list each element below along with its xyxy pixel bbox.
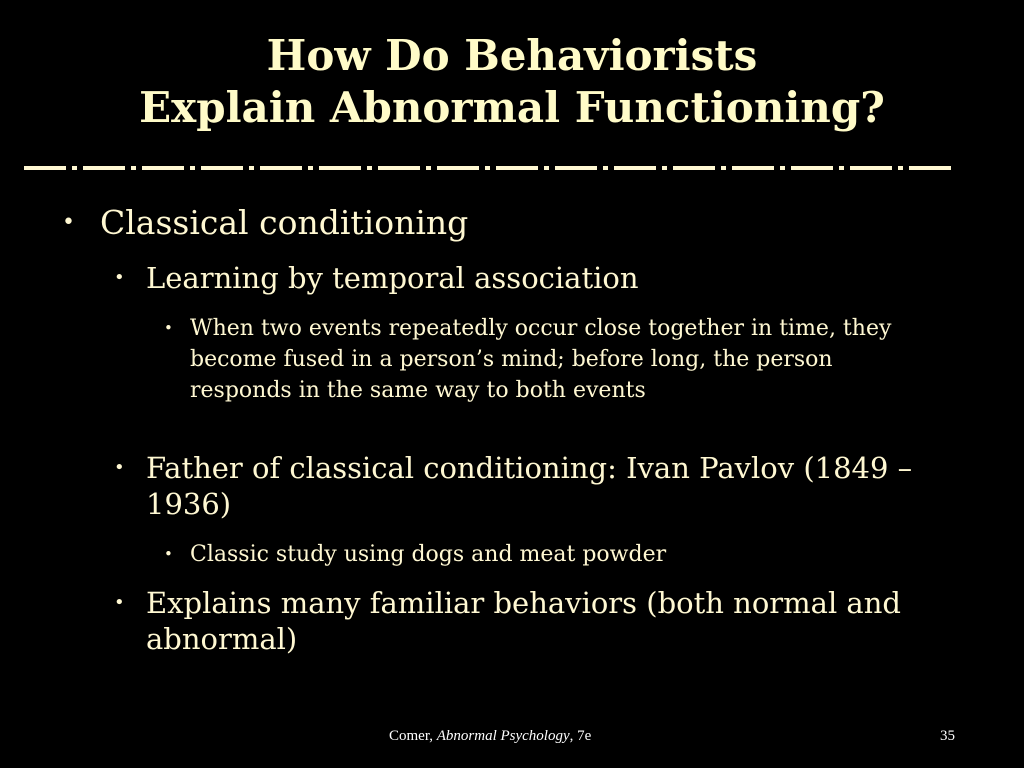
divider-dash	[83, 166, 125, 170]
divider-dash	[142, 166, 184, 170]
divider-dot	[72, 166, 77, 170]
footer-author: Comer,	[389, 728, 437, 744]
divider-dot	[190, 166, 195, 170]
bullet-text: Explains many familiar behaviors (both normal and abnormal)	[146, 586, 901, 656]
divider-dot	[662, 166, 667, 170]
bullet-level2-pavlov	[114, 450, 926, 522]
divider-dash	[437, 166, 479, 170]
divider-dot	[426, 166, 431, 170]
divider-dash	[732, 166, 774, 170]
bullet-dot: •	[164, 545, 173, 563]
divider-dash	[319, 166, 361, 170]
divider-dash	[614, 166, 656, 170]
divider-dot	[898, 166, 903, 170]
divider-dot	[367, 166, 372, 170]
bullet-text: Learning by temporal association	[146, 261, 639, 295]
bullet-text: When two events repeatedly occur close together in time, they become fused in a person’s mind; before long, the person responds in the same way to both events	[190, 316, 892, 403]
bullet-level1-classical-conditioning	[62, 203, 980, 243]
divider-dot	[721, 166, 726, 170]
divider-dash	[496, 166, 538, 170]
divider-dash	[673, 166, 715, 170]
title-line-2: Explain Abnormal Functioning?	[139, 83, 885, 132]
bullet-text: Classic study using dogs and meat powder	[190, 542, 667, 567]
divider-dash	[378, 166, 420, 170]
bullet-dot: •	[114, 267, 125, 288]
bullet-level3-events-fused	[164, 313, 920, 406]
bullet-level3-dogs-meat-powder	[164, 539, 920, 570]
divider-dot	[544, 166, 549, 170]
bullet-level2-temporal-association	[114, 260, 946, 296]
slide-title	[0, 30, 1024, 134]
bullet-dot: •	[114, 457, 125, 478]
bullet-level2-familiar-behaviors	[114, 585, 946, 657]
title-line-1: How Do Behaviorists	[266, 31, 758, 80]
page-number: 35	[940, 728, 955, 744]
divider-dash	[260, 166, 302, 170]
bullet-dot: •	[164, 319, 173, 337]
divider-dot	[249, 166, 254, 170]
bullet-text: Classical conditioning	[100, 203, 469, 242]
bullet-text: Father of classical conditioning: Ivan Pavlov (1849 – 1936)	[146, 451, 913, 521]
divider-dash	[850, 166, 892, 170]
bullet-dot: •	[114, 592, 125, 613]
divider-dot	[308, 166, 313, 170]
footer-edition: , 7e	[569, 728, 592, 744]
divider-dot	[603, 166, 608, 170]
divider-dot	[485, 166, 490, 170]
footer-book-title: Abnormal Psychology	[436, 728, 570, 744]
divider-dash	[24, 166, 66, 170]
footer-citation	[389, 728, 591, 745]
divider-dash	[555, 166, 597, 170]
divider-dot	[839, 166, 844, 170]
divider-dash	[909, 166, 951, 170]
title-divider	[24, 163, 1000, 173]
divider-dash	[791, 166, 833, 170]
divider-dot	[131, 166, 136, 170]
divider-dash	[201, 166, 243, 170]
divider-dot	[780, 166, 785, 170]
bullet-dot: •	[62, 210, 75, 235]
